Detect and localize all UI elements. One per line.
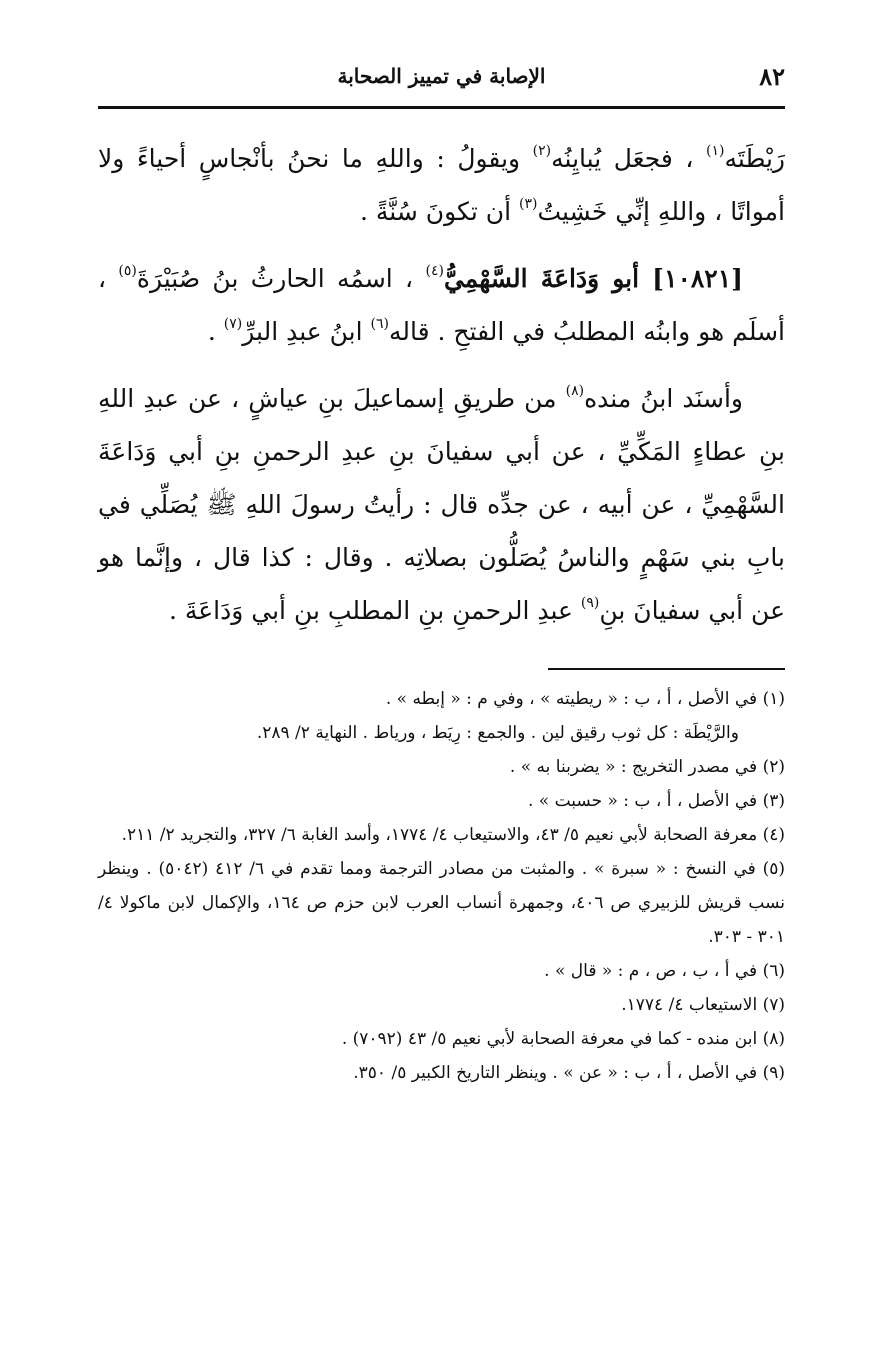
footnote-1: (١) في الأصل ، أ ، ب : « ريطيته » ، وفي م : « إبطه » . (385, 689, 785, 709)
footnote-ref-8: (٨) (565, 383, 585, 399)
header-rule (98, 106, 785, 109)
main-text (98, 132, 785, 651)
footnote-3: (٣) في الأصل ، أ ، ب : « حسبت » . (527, 791, 785, 811)
footnote-ref-2: (٢) (532, 143, 552, 159)
entry-name: أبو وَدَاعَةَ السَّهْمِيُّ (443, 264, 653, 293)
footnotes (98, 682, 785, 1090)
text-run: ، فجعَل يُبايِنُه (551, 144, 707, 173)
footnote-ref-4: (٤) (425, 263, 444, 279)
running-title: الإصابة في تمييز الصحابة (337, 64, 546, 88)
text-run: ابنُ عبدِ البرِّ (242, 317, 371, 346)
footnote-9: (٩) في الأصل ، أ ، ب : « عن » . وينظر التاريخ الكبير ٥/ ٣٥٠. (353, 1063, 785, 1083)
page-number: ٨٢ (759, 62, 785, 91)
text-run: ويقولُ : واللهِ ما نحنُ بأنْجاسٍ أحياءً ولا أمواتًا ، واللهِ إنِّي خَشِيتُ (98, 144, 785, 226)
text-run: . (207, 317, 224, 346)
footnote-5: (٥) في النسخ : « سبرة » . والمثبت من مصادر الترجمة ومما تقدم في ٦/ ٤١٢ (٥٠٤٢) . وينظر نسب قريش للزبيري ص ٤٠٦، وجمهرة أنساب العرب لابن حزم ص ١٦٤، والإكمال لابن ماكولا ٤/ ٣٠١ - ٣٠٣. (98, 859, 786, 947)
paragraph-3 (98, 372, 785, 637)
text-run: وأسنَد ابنُ منده (584, 384, 743, 413)
footnote-8: (٨) ابن منده - كما في معرفة الصحابة لأبي نعيم ٥/ ٤٣ (٧٠٩٢) . (341, 1029, 785, 1049)
text-run: ، اسمُه الحارثُ بنُ صُبَيْرَةَ (136, 264, 426, 293)
page-header (98, 58, 785, 96)
footnote-1-continuation: والرَّيْطَة : كل ثوب رقيق لين . والجمع : رِيَط ، ورياط . النهاية ٢/ ٢٨٩. (256, 723, 739, 743)
footnote-7: (٧) الاستيعاب ٤/ ١٧٧٤. (621, 995, 785, 1015)
footnote-ref-1: (١) (706, 143, 725, 159)
text-run: عبدِ الرحمنِ بنِ المطلبِ بنِ أبي وَدَاعَةَ . (168, 596, 581, 625)
text-run: من طريقِ إسماعيلَ بنِ عياشٍ ، عن عبدِ اللهِ بنِ عطاءٍ المَكِّيِّ ، عن أبي سفيانَ بنِ عبدِ الرحمنِ بنِ أبي وَدَاعَةَ السَّهْمِيِّ ، عن أبيه ، عن جدِّه قال : رأيتُ رسولَ اللهِ ﷺ يُصَلِّي في بابِ بني سَهْمٍ والناسُ يُصَلُّون بصلاتِه . وقال : كذا قال ، وإنَّما هو عن أبي سفيانَ بنِ (98, 384, 785, 625)
footnote-6: (٦) في أ ، ب ، ص ، م : « قال » . (544, 961, 785, 981)
footnote-separator (548, 668, 785, 670)
text-run: رَيْطَتَه (724, 144, 786, 173)
footnote-ref-5: (٥) (118, 263, 137, 279)
text-run: ، أسلَم هو وابنُه المطلبُ في الفتحِ . قاله (98, 264, 785, 346)
footnote-ref-9: (٩) (580, 595, 600, 611)
footnote-ref-7: (٧) (223, 316, 243, 332)
entry-number: [١٠٨٢١] (652, 264, 743, 293)
paragraph-2 (98, 252, 785, 358)
text-run: أن تكونَ سُنَّةً . (360, 197, 519, 226)
paragraph-1 (98, 132, 785, 238)
footnote-4: (٤) معرفة الصحابة لأبي نعيم ٥/ ٤٣، والاستيعاب ٤/ ١٧٧٤، وأسد الغابة ٦/ ٣٢٧، والتجريد ٢/ ٢١١. (121, 825, 785, 845)
footnote-ref-3: (٣) (518, 196, 538, 212)
footnote-2: (٢) في مصدر التخريج : « يضربنا به » . (509, 757, 785, 777)
footnote-ref-6: (٦) (370, 316, 389, 332)
